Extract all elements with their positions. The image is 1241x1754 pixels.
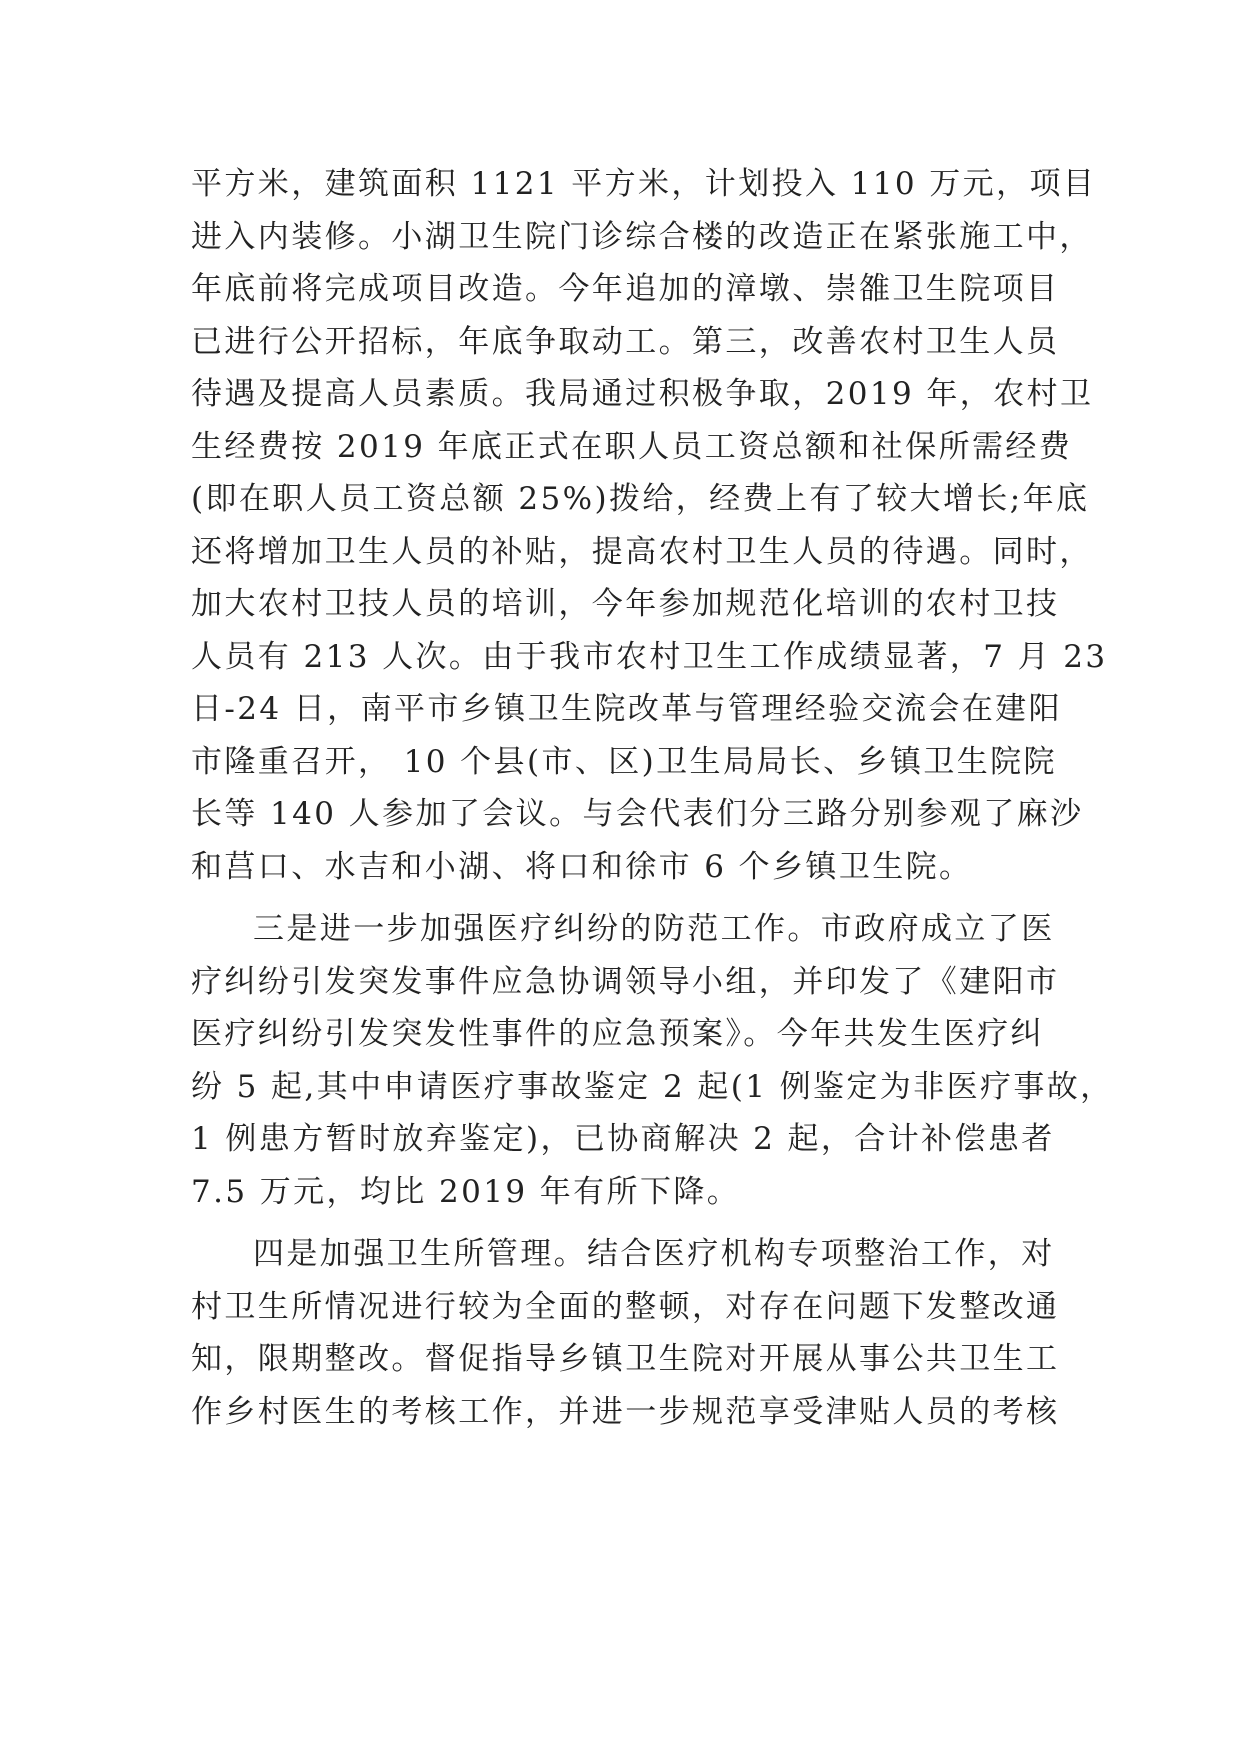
- text-line: 四是加强卫生所管理。结合医疗机构专项整治工作，对: [253, 1236, 1055, 1272]
- text-line: 进入内装修。小湖卫生院门诊综合楼的改造正在紧张施工中，: [191, 218, 1093, 255]
- text-line: 生经费按 2019 年底正式在职人员工资总额和社保所需经费: [191, 428, 1073, 465]
- paragraph-rural-health: [191, 158, 1108, 893]
- text-line: 知，限期整改。督促指导乡镇卫生院对开展从事公共卫生工: [191, 1341, 1060, 1377]
- text-line: 已进行公开招标，年底争取动工。第三，改善农村卫生人员: [191, 323, 1060, 360]
- text-line: 1 例患方暂时放弃鉴定)，已协商解决 2 起，合计补偿患者: [191, 1121, 1055, 1157]
- text-line: 三是进一步加强医疗纠纷的防范工作。市政府成立了医: [253, 911, 1055, 947]
- text-line: 作乡村医生的考核工作，并进一步规范享受津贴人员的考核: [191, 1393, 1060, 1430]
- document-body: [191, 158, 1114, 1438]
- text-line: 年底前将完成项目改造。今年追加的漳墩、崇雒卫生院项目: [191, 271, 1060, 307]
- text-line: 疗纠纷引发突发事件应急协调领导小组，并印发了《建阳市: [191, 963, 1060, 1000]
- text-line: 市隆重召开， 10 个县(市、区)卫生局局长、乡镇卫生院院: [191, 743, 1057, 780]
- text-line: 7.5 万元，均比 2019 年有所下降。: [191, 1173, 741, 1210]
- text-line: 人员有 213 人次。由于我市农村卫生工作成绩显著，7 月 23: [191, 638, 1108, 675]
- text-line: 日-24 日，南平市乡镇卫生院改革与管理经验交流会在建阳: [191, 691, 1062, 727]
- text-line: 村卫生所情况进行较为全面的整顿，对存在问题下发整改通: [191, 1288, 1060, 1325]
- text-line: 医疗纠纷引发突发性事件的应急预案》。今年共发生医疗纠: [191, 1016, 1044, 1052]
- paragraph-clinic-management: [191, 1228, 1091, 1438]
- text-line: 平方米，建筑面积 1121 平方米，计划投入 110 万元，项目: [191, 166, 1097, 202]
- text-line: 长等 140 人参加了会议。与会代表们分三路分别参观了麻沙: [191, 796, 1084, 832]
- text-line: 加大农村卫技人员的培训，今年参加规范化培训的农村卫技: [191, 586, 1060, 622]
- text-line: 和莒口、水吉和小湖、将口和徐市 6 个乡镇卫生院。: [191, 848, 973, 885]
- text-line: 纷 5 起,其中申请医疗事故鉴定 2 起(1 例鉴定为非医疗事故，: [191, 1068, 1114, 1105]
- paragraph-medical-disputes: [191, 903, 1114, 1218]
- text-line: (即在职人员工资总额 25%)拨给，经费上有了较大增长;年底: [191, 481, 1090, 517]
- text-line: 还将增加卫生人员的补贴，提高农村卫生人员的待遇。同时，: [191, 533, 1093, 570]
- text-line: 待遇及提高人员素质。我局通过积极争取，2019 年，农村卫: [191, 376, 1094, 412]
